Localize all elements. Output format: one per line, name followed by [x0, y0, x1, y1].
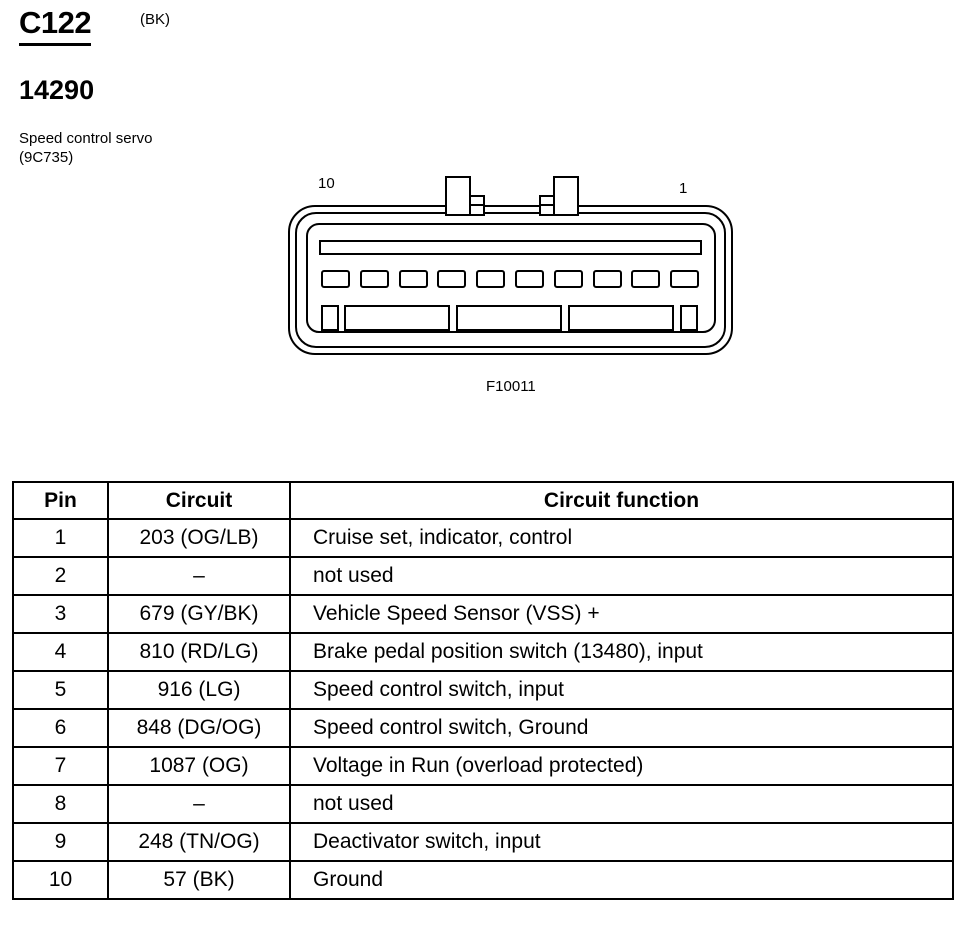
function-cell: Cruise set, indicator, control: [290, 519, 953, 557]
circuit-cell: 810 (RD/LG): [108, 633, 290, 671]
pin-cell: 5: [13, 671, 108, 709]
table-row: [13, 633, 953, 671]
table-header-row: [13, 482, 953, 519]
pin-cavities: [322, 271, 698, 287]
pin-cell: 8: [13, 785, 108, 823]
function-cell: Vehicle Speed Sensor (VSS) +: [290, 595, 953, 633]
locking-tab-right: [540, 177, 578, 215]
circuit-cell: 848 (DG/OG): [108, 709, 290, 747]
header-circuit-function: Circuit function: [290, 482, 953, 519]
connector-bottom-slots: [322, 306, 697, 330]
connector-outline: [289, 206, 732, 354]
pin-cavity-6: [477, 271, 504, 287]
circuit-cell: 679 (GY/BK): [108, 595, 290, 633]
function-cell: Deactivator switch, input: [290, 823, 953, 861]
part-number: 14290: [19, 75, 95, 105]
circuit-cell: 248 (TN/OG): [108, 823, 290, 861]
function-cell: Brake pedal position switch (13480), input: [290, 633, 953, 671]
pin-cell: 3: [13, 595, 108, 633]
table-row: [13, 557, 953, 595]
circuit-cell: 57 (BK): [108, 861, 290, 899]
table-row: [13, 823, 953, 861]
locking-tab-left: [446, 177, 484, 215]
connector-color-code: (BK): [140, 11, 170, 28]
function-cell: Ground: [290, 861, 953, 899]
circuit-cell: 203 (OG/LB): [108, 519, 290, 557]
function-cell: not used: [290, 557, 953, 595]
function-cell: not used: [290, 785, 953, 823]
function-cell: Voltage in Run (overload protected): [290, 747, 953, 785]
component-code: (9C735): [19, 149, 74, 166]
pin-cell: 6: [13, 709, 108, 747]
pin-cavity-4: [555, 271, 582, 287]
pin-cell: 9: [13, 823, 108, 861]
connector-id: C122: [19, 5, 91, 46]
function-cell: Speed control switch, input: [290, 671, 953, 709]
connector-key-slot: [320, 241, 701, 254]
pin-cell: 4: [13, 633, 108, 671]
pin-cell: 7: [13, 747, 108, 785]
header-pin: Pin: [13, 482, 108, 519]
pin-cell: 10: [13, 861, 108, 899]
table-row: [13, 785, 953, 823]
circuit-cell: 1087 (OG): [108, 747, 290, 785]
pin-cell: 1: [13, 519, 108, 557]
connector-diagram: [0, 0, 964, 420]
circuit-cell: –: [108, 785, 290, 823]
pinout-table-container: [12, 481, 954, 900]
table-row: [13, 595, 953, 633]
pin-cavity-1: [671, 271, 698, 287]
pin-cavity-7: [438, 271, 465, 287]
table-row: [13, 519, 953, 557]
pin-cell: 2: [13, 557, 108, 595]
header-circuit: Circuit: [108, 482, 290, 519]
pinout-table: [12, 481, 954, 900]
pin-cavity-2: [632, 271, 659, 287]
pin-cavity-9: [361, 271, 388, 287]
function-cell: Speed control switch, Ground: [290, 709, 953, 747]
pin-cavity-8: [400, 271, 427, 287]
pin-cavity-10: [322, 271, 349, 287]
table-row: [13, 861, 953, 899]
pin-label-10: 10: [318, 175, 335, 192]
table-row: [13, 709, 953, 747]
table-row: [13, 747, 953, 785]
component-name: Speed control servo: [19, 130, 153, 147]
pin-cavity-5: [516, 271, 543, 287]
circuit-cell: 916 (LG): [108, 671, 290, 709]
pin-cavity-3: [594, 271, 621, 287]
circuit-cell: –: [108, 557, 290, 595]
figure-id: F10011: [486, 378, 536, 395]
table-row: [13, 671, 953, 709]
pin-label-1: 1: [679, 180, 688, 197]
